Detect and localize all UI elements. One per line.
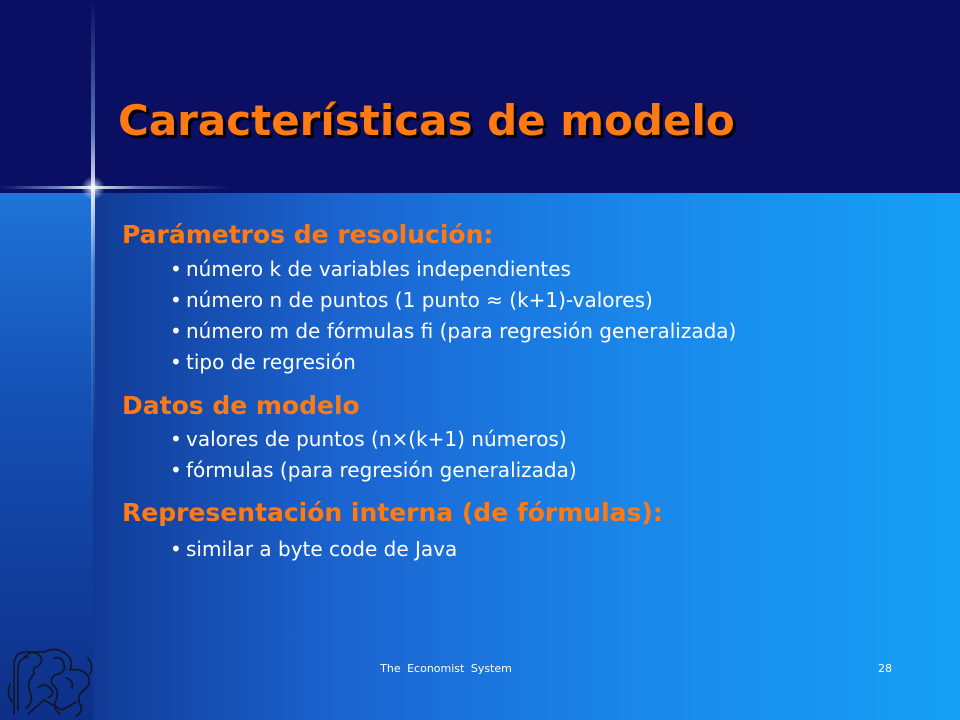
list-item-text: número n de puntos (1 punto ≈ (k+1)-valores) [186, 288, 653, 312]
bullet-list [122, 534, 942, 565]
list-item-text: tipo de regresión [186, 350, 356, 374]
section-heading: Parámetros de resolución: [122, 220, 494, 249]
list-item [170, 534, 942, 565]
bullet-list [122, 424, 942, 486]
lens-flare-core [81, 176, 105, 200]
section-parametros [122, 216, 942, 378]
bullet-icon: • [170, 288, 182, 312]
list-item [170, 424, 942, 455]
page-number: 28 [878, 662, 892, 675]
list-item [170, 316, 942, 347]
left-band [0, 193, 93, 720]
list-item-text: número m de fórmulas fi (para regresión generalizada) [186, 319, 737, 343]
footer-text: The Economist System [380, 662, 512, 675]
bullet-list [122, 254, 942, 378]
lens-flare-vertical [91, 0, 95, 440]
bullet-icon: • [170, 319, 182, 343]
list-item-text: similar a byte code de Java [186, 537, 458, 561]
list-item [170, 455, 942, 486]
list-item-text: número k de variables independientes [186, 257, 571, 281]
bullet-icon: • [170, 427, 182, 451]
section-heading: Datos de modelo [122, 391, 360, 420]
list-item [170, 347, 942, 378]
section-heading: Representación interna (de fórmulas): [122, 498, 663, 527]
bullet-icon: • [170, 257, 182, 281]
list-item [170, 254, 942, 285]
list-item-text: fórmulas (para regresión generalizada) [186, 458, 577, 482]
ctu-lion-logo-icon [4, 644, 96, 720]
bullet-icon: • [170, 537, 182, 561]
slide-content [122, 216, 942, 565]
section-datos [122, 388, 942, 486]
bullet-icon: • [170, 350, 182, 374]
list-item-text: valores de puntos (n×(k+1) números) [186, 427, 567, 451]
section-representacion [122, 492, 942, 565]
lens-flare-horizontal [0, 186, 230, 189]
list-item [170, 285, 942, 316]
slide-title: Características de modelo [118, 96, 735, 145]
bullet-icon: • [170, 458, 182, 482]
